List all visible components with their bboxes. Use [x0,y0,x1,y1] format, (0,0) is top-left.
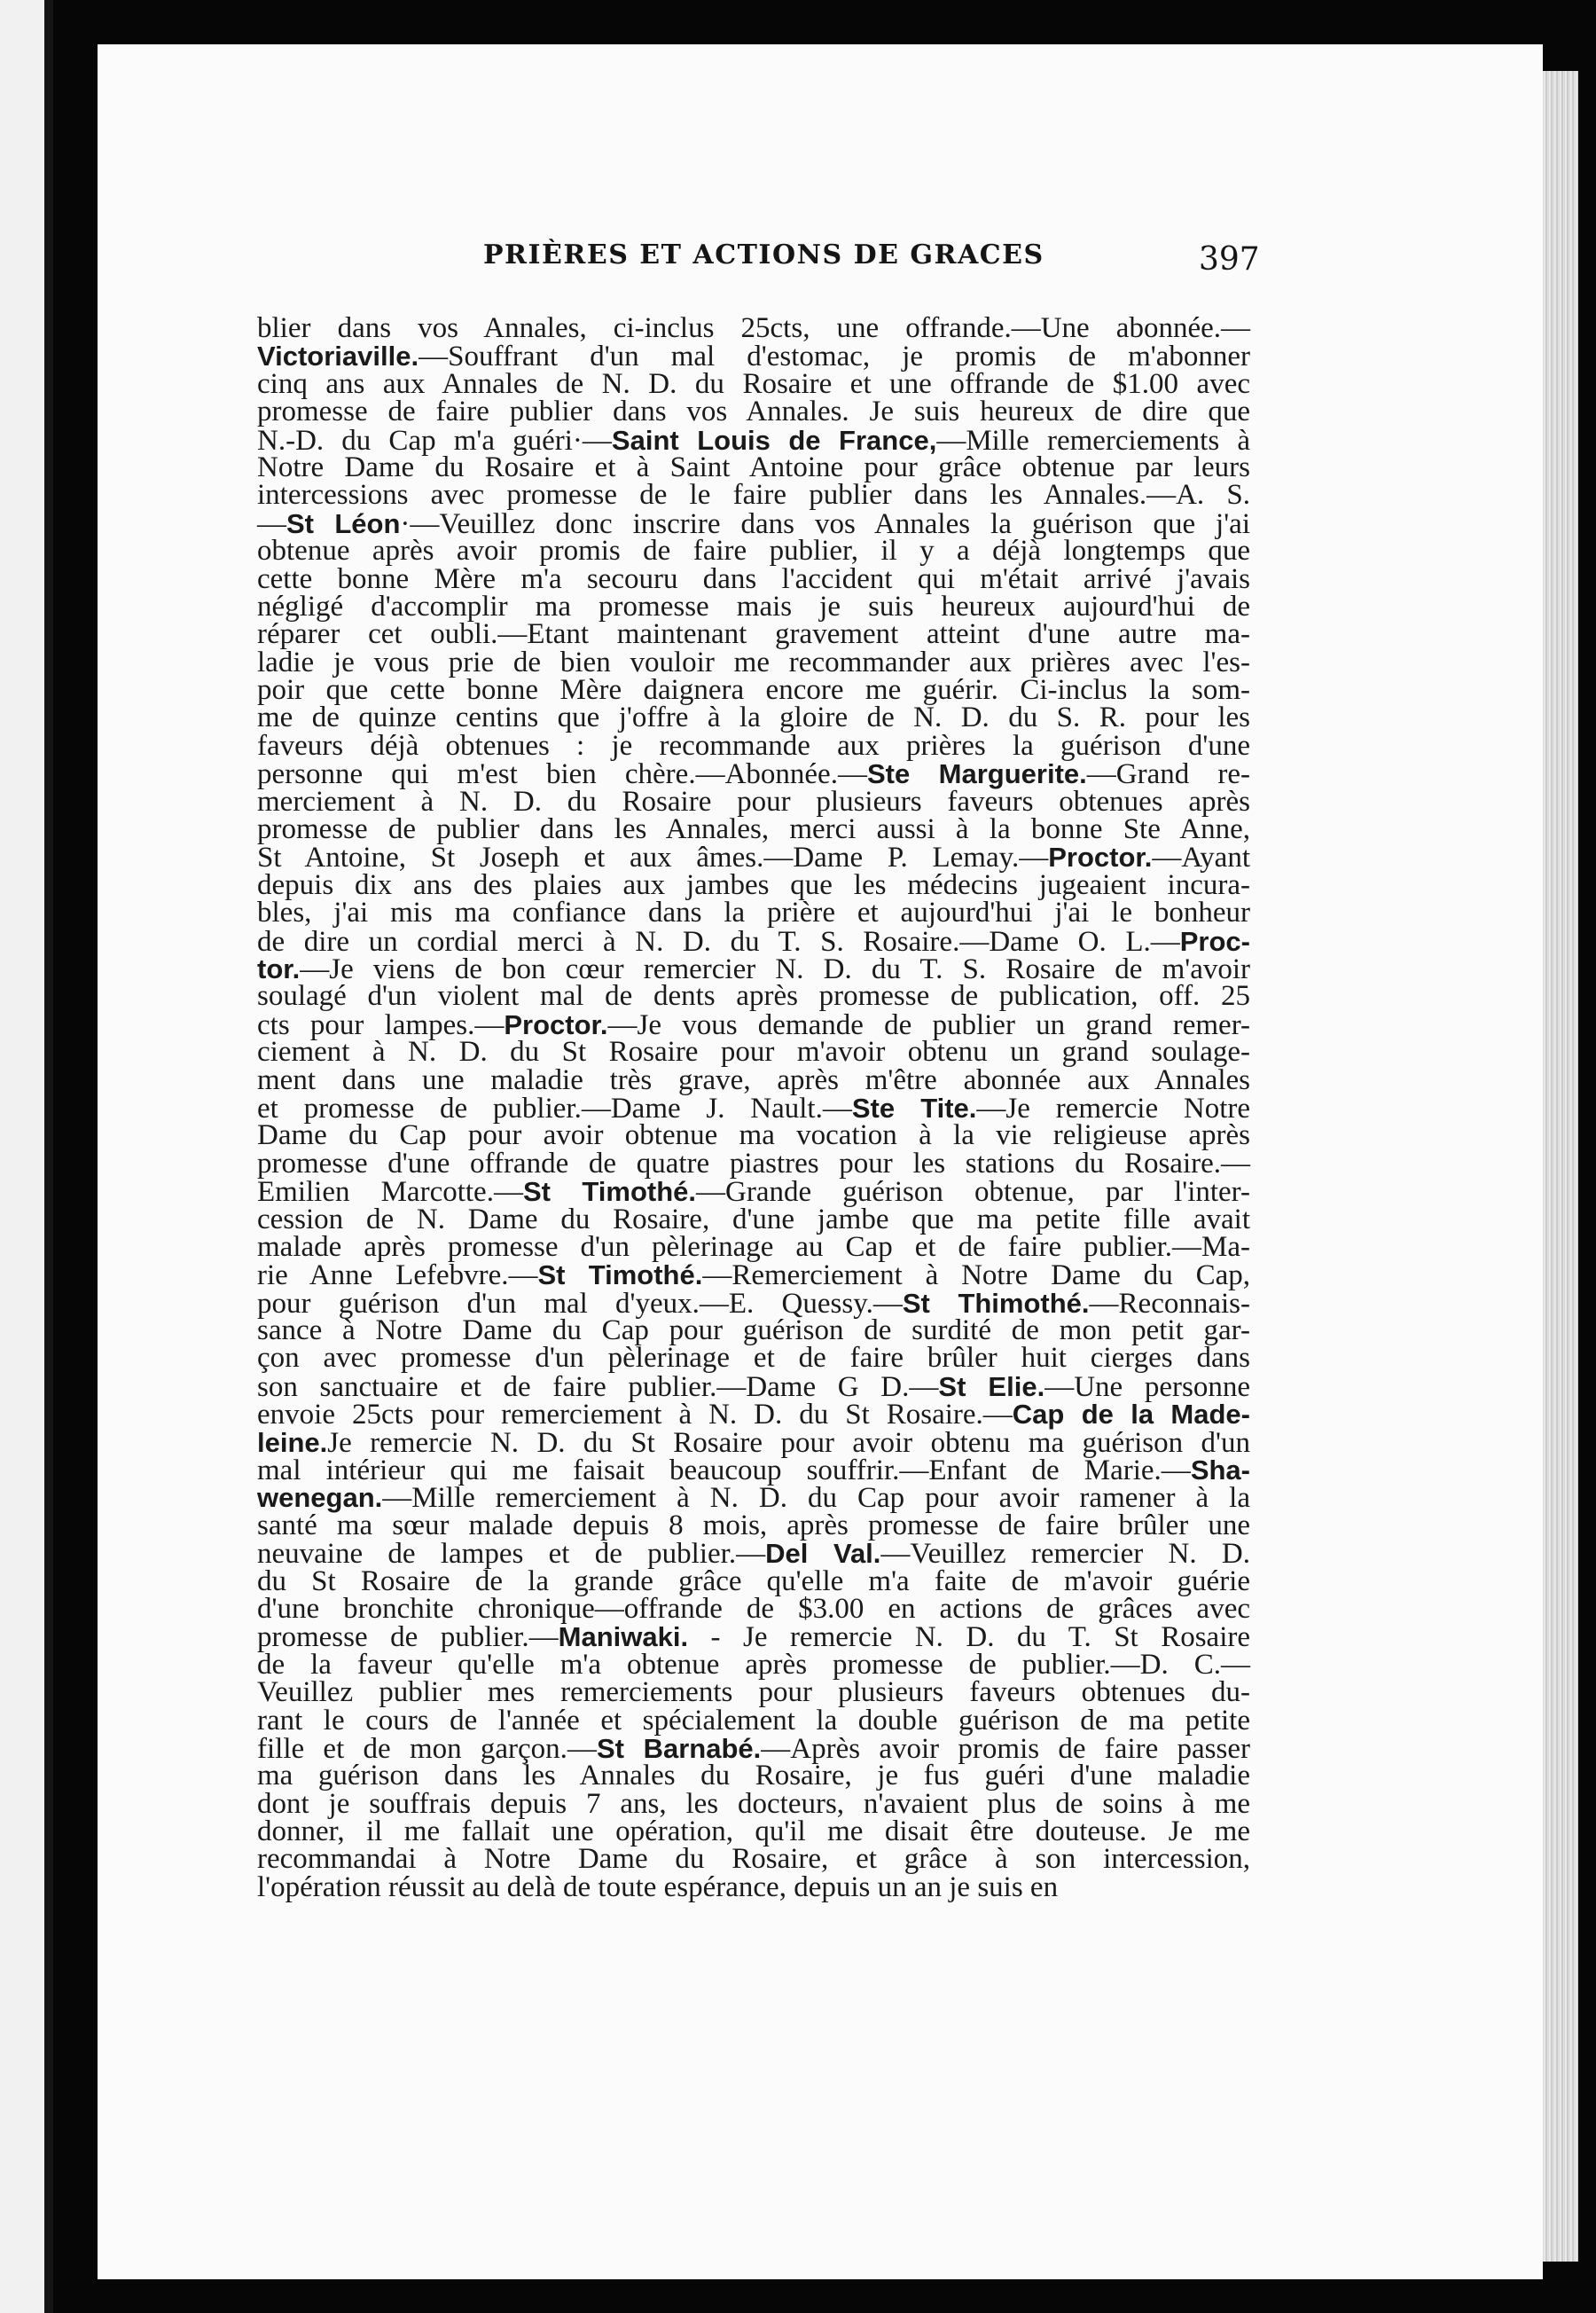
running-head: PRIÈRES ET ACTIONS DE GRACES [483,239,1044,271]
text-line [257,980,1250,1013]
text-run: pour guérison d'un mal d'yeux.—E. Quessy.— [257,1287,903,1320]
text-line [257,1119,1250,1152]
text-line [257,1230,1250,1263]
text-run: ciement à N. D. du St Rosaire pour m'avoir obtenu un grand soulage- [257,1036,1250,1069]
text-line [257,1787,1250,1820]
text-run: poir que cette bonne Mère daignera encore me guérir. Ci-inclus la som- [257,674,1250,707]
text-run: blier dans vos Annales, ci-inclus 25cts, une offrande.—Une abonnée.— [257,312,1250,344]
text-run: —Mille remerciements à [936,424,1250,457]
text-run: sance à Notre Dame du Cap pour guérison de surdité de mon petit gar- [257,1314,1250,1347]
text-run: l'opération réussit au delà de toute espérance, depuis un an je suis en [257,1870,1059,1903]
text-run: rant le cours de l'année et spécialement la double guérison de ma petite [257,1704,1250,1737]
text-run: fille et de mon garçon.— [257,1732,597,1765]
text-line [257,674,1250,707]
place-name: Proctor. [1048,842,1153,874]
text-line [257,729,1250,762]
text-line [257,451,1250,483]
place-name: Ste Tite. [851,1092,977,1124]
text-run: —Mille remerciement à N. D. du Cap pour avoir ramener à la [382,1482,1250,1515]
text-run: —Reconnais- [1089,1287,1250,1320]
text-run: Emilien Marcotte.— [257,1176,523,1209]
text-line [257,1648,1250,1681]
text-run: ladie je vous prie de bien vouloir me recommander aux prières avec l'es- [257,646,1250,678]
text-line [257,1815,1250,1848]
place-name: Ste Marguerite. [866,758,1087,790]
previous-page-edge [0,0,53,2313]
text-line [257,758,1251,791]
text-run: Dame du Cap pour avoir obtenue ma vocation à la vie religieuse après [257,1119,1250,1152]
text-line [257,1176,1250,1209]
place-name: St Thimothé. [902,1287,1090,1319]
text-line [257,1538,1250,1571]
text-line [257,1147,1250,1180]
text-line [257,1732,1250,1765]
text-run: —Je vous demande de publier un grand remer- [607,1008,1251,1041]
text-run: santé ma sœur malade depuis 8 mois, après promesse de faire brûler une [257,1509,1250,1541]
text-line [257,1036,1250,1069]
place-name: Del Val. [765,1538,881,1570]
place-name: Proctor. [504,1008,608,1040]
text-line [257,1399,1250,1431]
text-run: depuis dix ans des plaies aux jambes que les médecins jugeaient incura- [257,868,1250,901]
text-run: donner, il me fallait une opération, qu'il me disait être douteuse. Je me [257,1815,1250,1848]
text-run: ment dans une maladie très grave, après m'être abonnée aux Annales [257,1063,1250,1096]
place-name: St Léon [286,507,401,539]
text-run: soulagé d'un violent mal de dents après promesse de publication, off. 25 [257,980,1250,1013]
text-line [257,1509,1250,1541]
text-line [257,785,1250,818]
place-name: Cap de la Made- [1012,1399,1250,1431]
text-run: dont je souffrais depuis 7 ans, les docteurs, n'avaient plus de soins à me [257,1787,1250,1820]
text-run: me de quinze centins que j'offre à la gloire de N. D. du S. R. pour les [257,702,1250,734]
text-run: envoie 25cts pour remerciement à N. D. du St Rosaire.— [257,1399,1013,1431]
text-line [257,367,1250,400]
text-line [257,507,1250,540]
text-run: promesse de faire publier dans vos Annales. Je suis heureux de dire que [257,396,1250,428]
place-name: wenegan. [257,1482,383,1514]
text-run: recommandai à Notre Dame du Rosaire, et grâce à son intercession, [257,1843,1250,1876]
text-run: neuvaine de lampes et de publier.— [257,1538,766,1571]
text-run: —Je viens de bon cœur remercier N. D. du T. S. Rosaire de m'avoir [300,953,1250,985]
text-line [257,925,1250,958]
text-run: bles, j'ai mis ma confiance dans la prière et aujourd'hui j'ai le bonheur [257,897,1250,929]
text-run: mal intérieur qui me faisait beaucoup souffrir.—Enfant de Marie.— [257,1454,1191,1487]
place-name: tor. [257,953,301,984]
page-number: 397 [1199,241,1260,278]
text-run: cession de N. Dame du Rosaire, d'une jambe que ma petite fille avait [257,1203,1250,1235]
body-text [257,312,1251,1903]
text-line [257,1621,1251,1654]
text-line [257,1676,1250,1709]
text-line [257,955,1250,983]
text-line [257,1762,1250,1790]
place-name: Proc- [1179,925,1250,957]
text-run: —Après avoir promis de faire passer [761,1732,1250,1765]
text-line [257,1008,1251,1041]
text-run: - Je remercie N. D. du T. St Rosaire [688,1621,1251,1654]
text-run: çon avec promesse d'un pèlerinage et de faire brûler huit cierges dans [257,1342,1250,1375]
place-name: Sha- [1190,1454,1250,1486]
text-line [257,535,1250,568]
place-name: St Timothé. [537,1259,703,1291]
text-line [257,398,1250,426]
text-run: négligé d'accomplir ma promesse mais je suis heureux aujourd'hui de [257,590,1250,623]
text-run: Veuillez publier mes remerciements pour plusieurs faveurs obtenues du- [257,1676,1250,1709]
text-line [257,646,1250,678]
text-run: cts pour lampes.— [257,1008,505,1041]
place-name: St Barnabé. [596,1732,762,1764]
text-run: —Remerciement à Notre Dame du Cap, [702,1259,1250,1292]
text-line [257,1843,1250,1876]
text-run: Je remercie N. D. du St Rosaire pour avoir obtenu ma guérison d'un [327,1426,1250,1459]
text-line [257,1259,1250,1292]
text-line [257,1092,1251,1125]
text-run: promesse de publier dans les Annales, merci aussi à la bonne Ste Anne, [257,813,1250,846]
text-run: ·—Veuillez donc inscrire dans vos Annales la guérison que j'ai [400,507,1250,540]
text-line [257,424,1250,457]
text-run: — [257,507,286,540]
text-line [257,590,1250,623]
text-line [257,1454,1250,1487]
text-line [257,899,1250,927]
book-page-edges [1543,71,1578,2262]
text-line [257,1342,1250,1375]
place-name: Maniwaki. [558,1621,689,1653]
text-run: —Veuillez remercier N. D. [880,1538,1250,1571]
text-run: —Une personne [1044,1370,1250,1403]
text-line [257,1203,1250,1235]
text-run: personne qui m'est bien chère.—Abonnée.— [257,758,867,791]
text-run: et promesse de publier.—Dame J. Nault.— [257,1092,852,1125]
text-run: promesse d'une offrande de quatre piastres pour les stations du Rosaire.— [257,1147,1250,1180]
place-name: St Timothé. [522,1176,697,1208]
text-run: malade après promesse d'un pèlerinage au Cap et de faire publier.—Ma- [257,1230,1250,1263]
text-run: faveurs déjà obtenues : je recommande aux prières la guérison d'une [257,729,1250,762]
text-run: du St Rosaire de la grande grâce qu'elle m'a faite de m'avoir guérie [257,1564,1250,1597]
text-run: —Grand re- [1086,758,1251,791]
text-run: merciement à N. D. du Rosaire pour plusieurs faveurs obtenues après [257,785,1250,818]
text-run: obtenue après avoir promis de faire publier, il y a déjà longtemps que [257,535,1250,568]
text-line [257,618,1250,651]
text-line [257,341,1250,373]
place-name: leine. [257,1426,328,1458]
text-run: de dire un cordial merci à N. D. du T. S. Rosaire.—Dame O. L.— [257,925,1180,958]
text-line [257,312,1250,344]
text-run: intercessions avec promesse de le faire publier dans les Annales.—A. S. [257,479,1250,512]
text-line [257,562,1250,595]
text-run: Notre Dame du Rosaire et à Saint Antoine pour grâce obtenue par leurs [257,451,1250,483]
text-line [257,1370,1250,1403]
text-line [257,1704,1250,1737]
text-run: —Souffrant d'un mal d'estomac, je promis de m'abonner [419,341,1250,373]
text-line [257,842,1250,874]
text-run: d'une bronchite chronique—offrande de $3.00 en actions de grâces avec [257,1592,1250,1625]
place-name: Saint Louis de France, [611,424,937,456]
text-line [257,1482,1250,1515]
text-run: de la faveur qu'elle m'a obtenue après promesse de publier.—D. C.— [257,1648,1250,1681]
text-run: son sanctuaire et de faire publier.—Dame G D.— [257,1370,939,1403]
text-run: rie Anne Lefebvre.— [257,1259,538,1292]
text-line [257,479,1250,512]
text-run: réparer cet oubli.—Etant maintenant gravement atteint d'une autre ma- [257,618,1250,651]
text-line [257,868,1250,901]
place-name: Victoriaville. [257,341,419,372]
text-line [257,1426,1250,1459]
text-run: cette bonne Mère m'a secouru dans l'accident qui m'était arrivé j'avais [257,562,1250,595]
text-line [257,1592,1250,1625]
text-line [257,1314,1250,1347]
text-run: St Antoine, St Joseph et aux âmes.—Dame P. Lemay.— [257,842,1049,874]
text-run: —Ayant [1152,842,1250,874]
text-run: ma guérison dans les Annales du Rosaire, je fus guéri d'une maladie [257,1760,1250,1792]
text-run: —Je remercie Notre [976,1092,1251,1125]
text-line [257,1564,1250,1597]
text-run: N.-D. du Cap m'a guéri·— [257,424,612,457]
place-name: St Elie. [938,1370,1045,1402]
text-line [257,1063,1250,1096]
text-line [257,813,1250,846]
text-line [257,704,1250,732]
text-line [257,1287,1250,1320]
text-run: promesse de publier.— [257,1621,559,1654]
text-run: cinq ans aux Annales de N. D. du Rosaire et une offrande de $1.00 avec [257,367,1250,400]
text-line [257,1870,1250,1903]
text-run: —Grande guérison obtenue, par l'inter- [696,1176,1250,1209]
